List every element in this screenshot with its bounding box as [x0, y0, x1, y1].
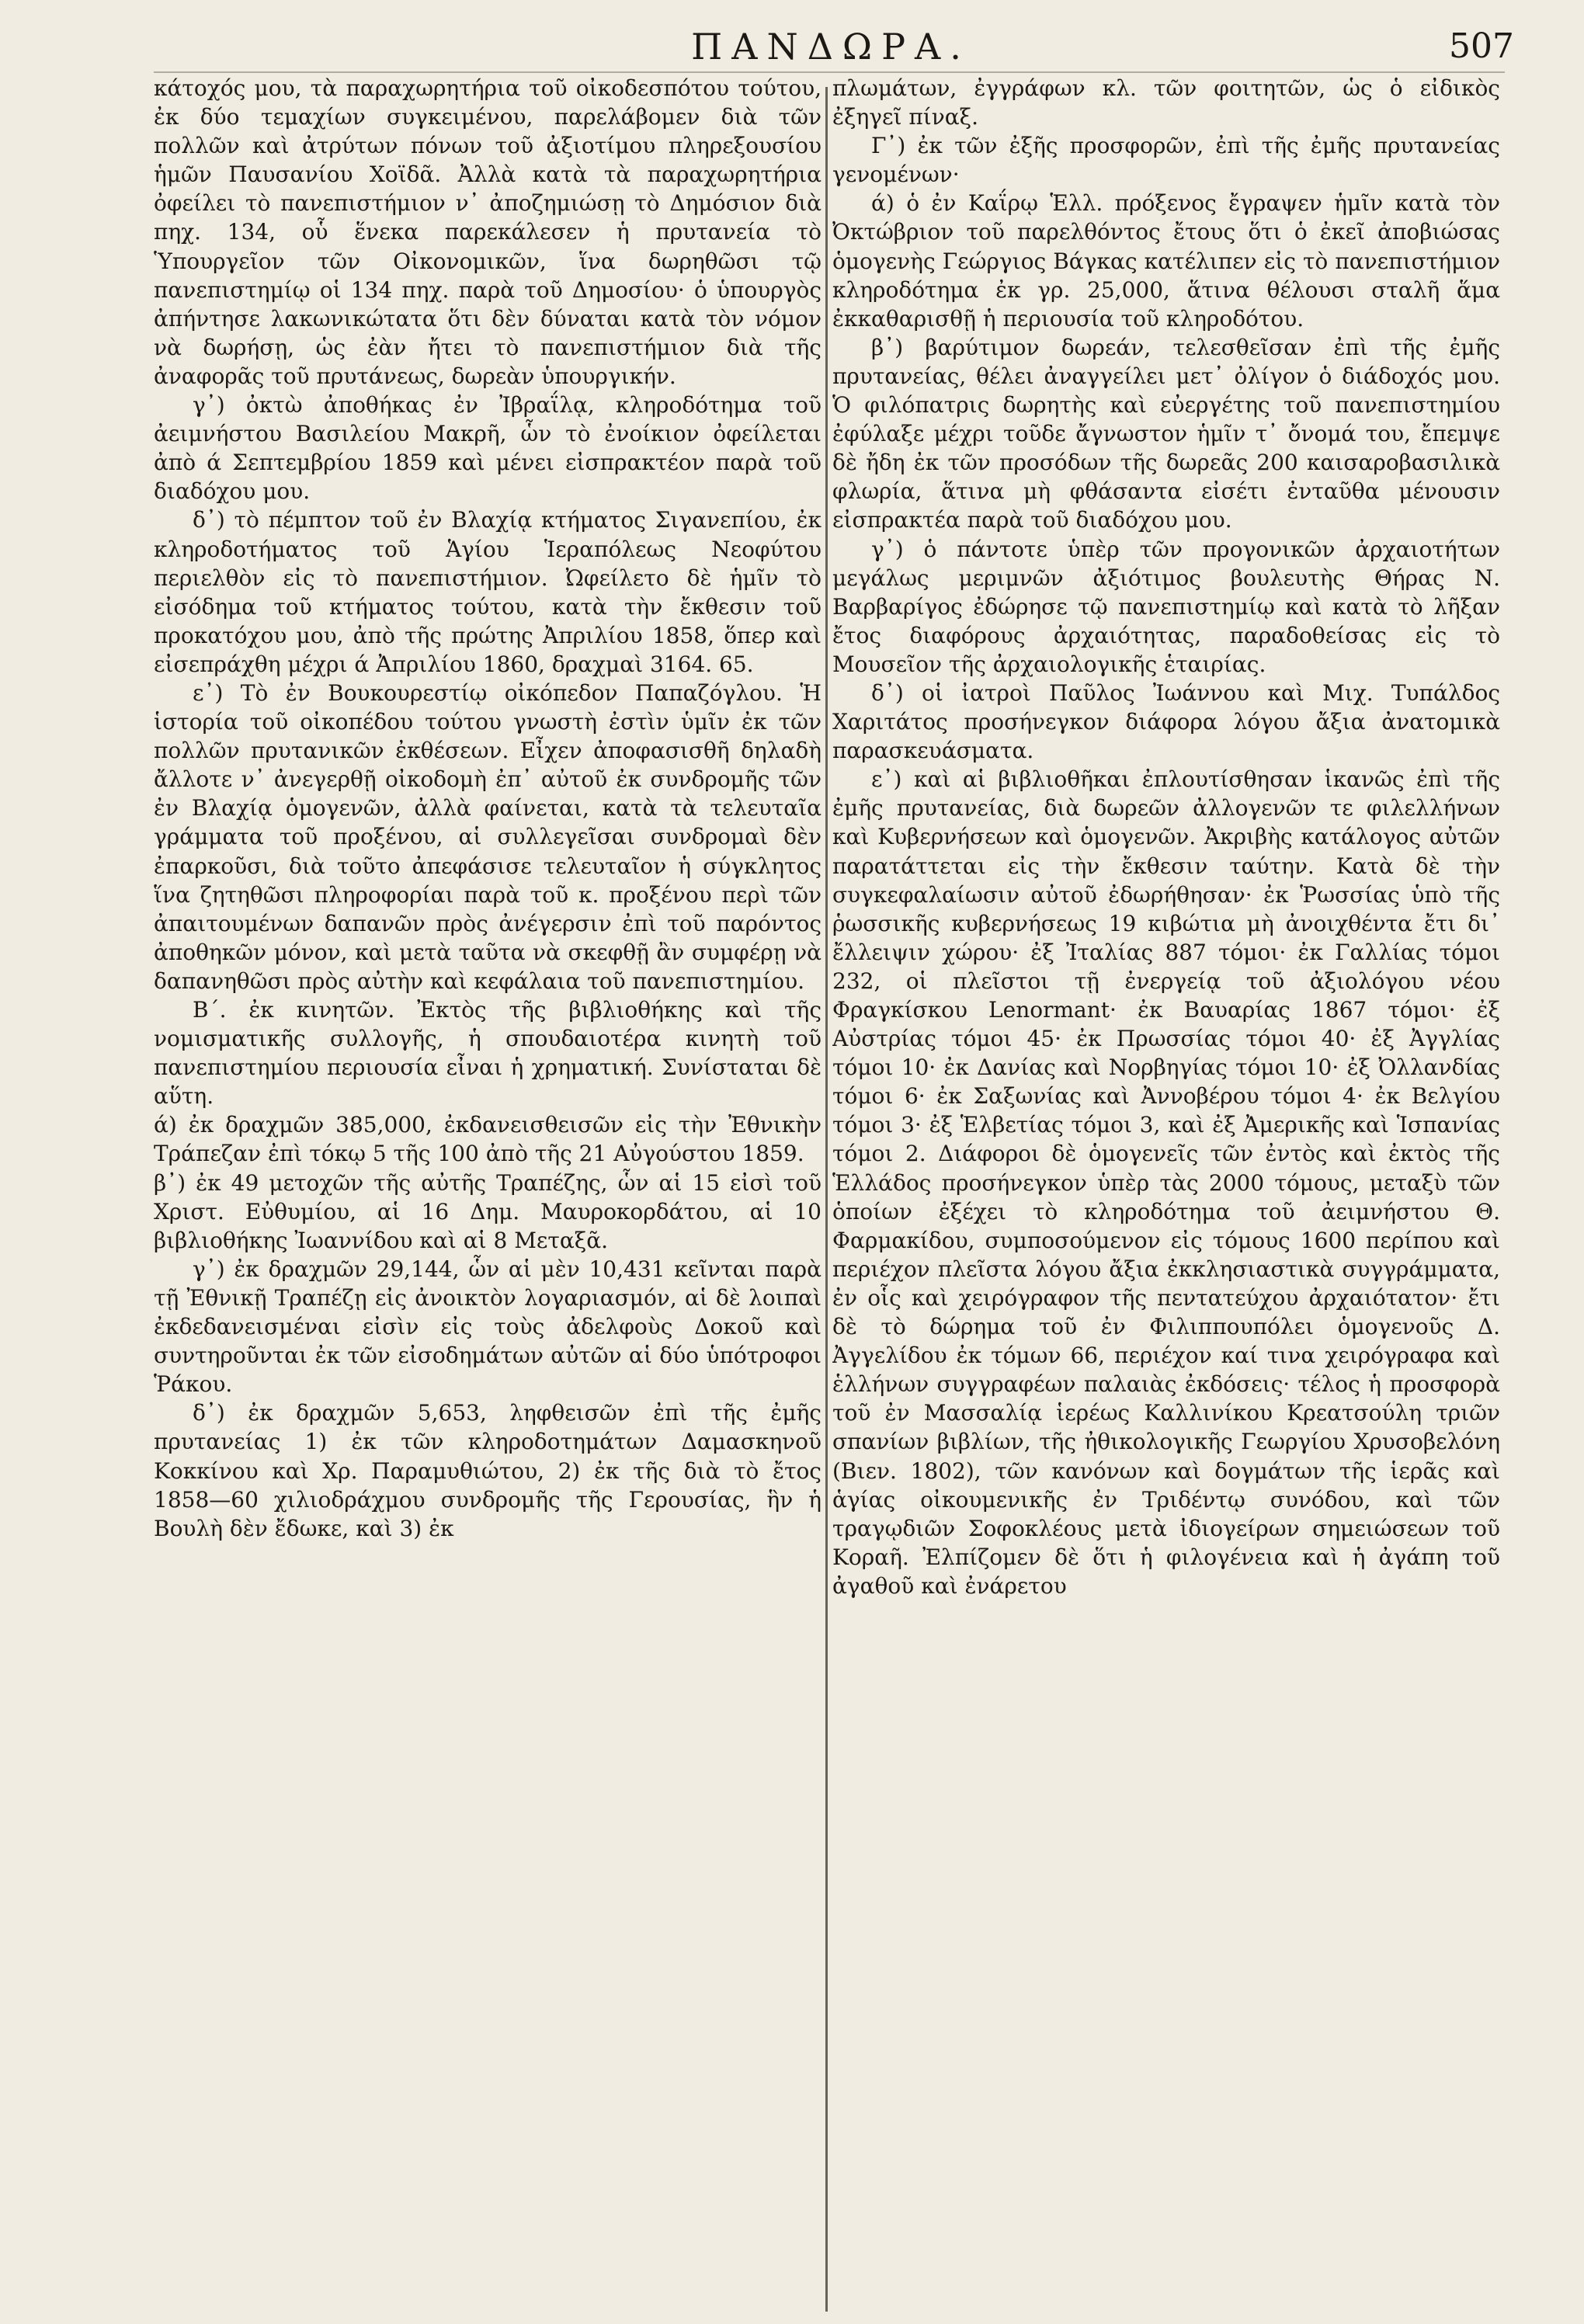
column-divider [825, 87, 828, 2312]
left-column [154, 74, 822, 2310]
running-head [148, 22, 1514, 71]
paragraph: β᾽) βαρύτιμον δωρεάν, τελεσθεῖσαν ἐπὶ τῆς ἐμῆς πρυτανείας, θέλει ἀναγγείλει μετ᾽ ὀλίγον ὁ διάδοχός μου. Ὁ φιλόπατρις δωρητὴς καὶ εὐεργέτης τοῦ πανεπιστημίου ἐφύλαξε μέχρι τοῦδε ἄγνωστον ἡμῖν τ᾽ ὄνομά του, ἔπεμψε δὲ ἤδη ἐκ τῶν προσόδων τῆς δωρεᾶς 200 καισαροβασιλικὰ φλωρία, ἅτινα μὴ φθάσαντα εἰσέτι ἐνταῦθα μένουσιν εἰσπρακτέα παρὰ τοῦ διαδόχου μου. [832, 334, 1500, 533]
paragraph: Γ᾽) ἐκ τῶν ἐξῆς προσφορῶν, ἐπὶ τῆς ἐμῆς πρυτανείας γενομένων· [832, 133, 1500, 188]
paragraph: πλωμάτων, ἐγγράφων κλ. τῶν φοιτητῶν, ὡς ὁ εἰδικὸς ἐξηγεῖ πίναξ. [832, 75, 1500, 130]
paragraph: γ᾽) ἐκ δραχμῶν 29,144, ὧν αἱ μὲν 10,431 κεῖνται παρὰ τῇ Ἐθνικῇ Τραπέζῃ εἰς ἀνοικτὸν λογαριασμόν, αἱ δὲ λοιπαὶ ἐκδεδανεισμέναι εἰσὶν εἰς τοὺς ἀδελφοὺς Δοκοῦ καὶ συντηροῦνται ἐκ τῶν εἰσοδημάτων αὐτῶν αἱ δύο ὑπότροφοι Ῥάκου. [154, 1256, 822, 1398]
paragraph: γ᾽) ὁ πάντοτε ὑπὲρ τῶν προγονικῶν ἀρχαιοτήτων μεγάλως μεριμνῶν ἀξιότιμος βουλευτὴς Θήρας Ν. Βαρβαρίγος ἐδώρησε τῷ πανεπιστημίῳ καὶ κατὰ τὸ λῆξαν ἔτος διαφόρους ἀρχαιότητας, παραδοθείσας εἰς τὸ Μουσεῖον τῆς ἀρχαιολογικῆς ἑταιρίας. [832, 536, 1500, 677]
paragraph: β᾽) ἐκ 49 μετοχῶν τῆς αὐτῆς Τραπέζης, ὧν αἱ 15 εἰσὶ τοῦ Χριστ. Εὐθυμίου, αἱ 16 Δημ. Μαυροκορδάτου, αἱ 10 βιβλιοθήκης Ἰωαννίδου καὶ αἱ 8 Μεταξᾶ. [154, 1169, 822, 1253]
paragraph: ε᾽) Τὸ ἐν Βουκουρεστίῳ οἰκόπεδον Παπαζόγλου. Ἡ ἱστορία τοῦ οἰκοπέδου τούτου γνωστὴ ἐστὶν ὑμῖν ἐκ τῶν πολλῶν πρυτανικῶν ἐκθέσεων. Εἶχεν ἀποφασισθῆ δηλαδὴ ἄλλοτε ν᾽ ἀνεγερθῇ οἰκοδομὴ ἐπ᾽ αὐτοῦ ἐκ συνδρομῆς τῶν ἐν Βλαχίᾳ ὁμογενῶν, ἀλλὰ φαίνεται, κατὰ τὰ τελευταῖα γράμματα τοῦ προξένου, αἱ συλλεγεῖσαι συνδρομαὶ δὲν ἐπαρκοῦσι, διὰ τοῦτο ἀπεφάσισε τελευταῖον ἡ σύγκλητος ἵνα ζητηθῶσι πληροφορίαι παρὰ τοῦ κ. προξένου περὶ τῶν ἀπαιτουμένων δαπανῶν πρὸς ἀνέγερσιν ἐπὶ τοῦ παρόντος ἀποθηκῶν μόνον, καὶ μετὰ ταῦτα νὰ σκεφθῇ ἂν συμφέρῃ νὰ δαπανηθῶσι πρὸς αὐτὴν καὶ κεφάλαια τοῦ πανεπιστημίου. [154, 679, 822, 994]
paragraph: κάτοχός μου, τὰ παραχωρητήρια τοῦ οἰκοδεσπότου τούτου, ἐκ δύο τεμαχίων συγκειμένου, παρελάβομεν διὰ τῶν πολλῶν καὶ ἀτρύτων πόνων τοῦ ἀξιοτίμου πληρεξουσίου ἡμῶν Παυσανίου Χοϊδᾶ. Ἀλλὰ κατὰ τὰ παραχωρητήρια ὀφείλει τὸ πανεπιστήμιον ν᾽ ἀποζημιώσῃ τὸ Δημόσιον διὰ πηχ. 134, οὗ ἕνεκα παρεκάλεσεν ἡ πρυτανεία τὸ Ὑπουργεῖον τῶν Οἰκονομικῶν, ἵνα δωρηθῶσι τῷ πανεπιστημίῳ οἱ 134 πηχ. παρὰ τοῦ Δημοσίου· ὁ ὑπουργὸς ἀπήντησε λακωνικώτατα ὅτι δὲν δύναται κατὰ τὸν νόμον νὰ δωρήσῃ, ὡς ἐὰν ἤτει τὸ πανεπιστήμιον διὰ τῆς ἀναφορᾶς τοῦ πρυτάνεως, δωρεὰν ὑπουργικήν. [154, 75, 822, 389]
right-column [832, 74, 1500, 2310]
paragraph: ε᾽) καὶ αἱ βιβλιοθῆκαι ἐπλουτίσθησαν ἱκανῶς ἐπὶ τῆς ἐμῆς πρυτανείας, διὰ δωρεῶν ἀλλογενῶν τε φιλελλήνων καὶ Κυβερνήσεων καὶ ὁμογενῶν. Ἀκριβὴς κατάλογος αὐτῶν παρατάττεται εἰς τὴν ἔκθεσιν ταύτην. Κατὰ δὲ τὴν συγκεφαλαίωσιν αὐτοῦ ἐδωρήθησαν· ἐκ Ῥωσσίας ὑπὸ τῆς ῥωσσικῆς κυβερνήσεως 19 κιβώτια μὴ ἀνοιχθέντα ἔτι δι᾽ ἔλλειψιν χώρου· ἐξ Ἰταλίας 887 τόμοι· ἐκ Γαλλίας τόμοι 232, οἱ πλεῖστοι τῇ ἐνεργείᾳ τοῦ ἀξιολόγου νέου Φραγκίσκου Lenormant· ἐκ Βαυαρίας 1867 τόμοι· ἐξ Αὐστρίας τόμοι 45· ἐκ Πρωσσίας τόμοι 40· ἐξ Ἀγγλίας τόμοι 10· ἐκ Δανίας καὶ Νορβηγίας τόμοι 10· ἐξ Ὀλλανδίας τόμοι 6· ἐκ Σαξωνίας καὶ Ἀννοβέρου τόμοι 4· ἐκ Βελγίου τόμοι 3· ἐξ Ἑλβετίας τόμοι 3, καὶ ἐξ Ἀμερικῆς καὶ Ἱσπανίας τόμοι 2. Διάφοροι δὲ ὁμογενεῖς τῶν ἐντὸς καὶ ἐκτὸς τῆς Ἑλλάδος προσήνεγκον ὑπὲρ τὰς 2000 τόμους, μεταξὺ τῶν ὁποίων ἐξέχει τὸ κληροδότημα τοῦ ἀειμνήστου Θ. Φαρμακίδου, συμποσούμενον εἰς τόμους 1600 περίπου καὶ περιέχον πλεῖστα λόγου ἄξια ἐκκλησιαστικὰ συγγράμματα, ἐν οἷς καὶ χειρόγραφον τῆς πεντατεύχου ἀρχαιότατον· ἔτι δὲ τὸ δώρημα τοῦ ἐν Φιλιππουπόλει ὁμογενοῦς Δ. Ἀγγελίδου ἐκ τόμων 66, περιέχον καί τινα χειρόγραφα καὶ ἑλλήνων συγγραφέων παλαιὰς ἐκδόσεις· τέλος ἡ προσφορὰ τοῦ ἐν Μασσαλίᾳ ἱερέως Καλλινίκου Κρεατσούλη τριῶν σπανίων βιβλίων, τῆς ἠθικολογικῆς Γεωργίου Χρυσοβελόνη (Βιεν. 1802), τῶν κανόνων καὶ δογμάτων τῆς ἱερᾶς καὶ ἁγίας οἰκουμενικῆς ἐν Τριδέντῳ συνόδου, καὶ τῶν τραγῳδιῶν Σοφοκλέους μετὰ ἰδιογείρων σημειώσεων τοῦ Κοραῆ. Ἐλπίζομεν δὲ ὅτι ἡ φιλογένεια καὶ ἡ ἀγάπη τοῦ ἀγαθοῦ καὶ ἐνάρετου [832, 766, 1500, 1599]
page-title: ΠΑΝΔΩΡΑ. [691, 26, 971, 68]
paragraph: ά) ὁ ἐν Καΐρῳ Ἑλλ. πρόξενος ἔγραψεν ἡμῖν κατὰ τὸν Ὀκτώβριον τοῦ παρελθόντος ἔτους ὅτι ὁ ἐκεῖ ἀποβιώσας ὁμογενὴς Γεώργιος Βάγκας κατέλιπεν εἰς τὸ πανεπιστήμιον κληροδότημα ἐκ γρ. 25,000, ἅτινα θέλουσι σταλῆ ἅμα ἐκκαθαρισθῇ ἡ περιουσία τοῦ κληροδότου. [832, 190, 1500, 332]
page-number: 507 [1449, 26, 1514, 66]
paragraph: γ᾽) ὀκτὼ ἀποθήκας ἐν Ἰβραΐλᾳ, κληροδότημα τοῦ ἀειμνήστου Βασιλείου Μακρῆ, ὧν τὸ ἐνοίκιον ὀφείλεται ἀπὸ ά Σεπτεμβρίου 1859 καὶ μένει εἰσπρακτέον παρὰ τοῦ διαδόχου μου. [154, 392, 822, 505]
header-divider [154, 71, 1505, 73]
paragraph: δ᾽) ἐκ δραχμῶν 5,653, ληφθεισῶν ἐπὶ τῆς ἐμῆς πρυτανείας 1) ἐκ τῶν κληροδοτημάτων Δαμασκηνοῦ Κοκκίνου καὶ Χρ. Παραμυθιώτου, 2) ἐκ τῆς διὰ τὸ ἔτος 1858—60 χιλιοδράχμου συνδρομῆς τῆς Γερουσίας, ἣν ἡ Βουλὴ δὲν ἔδωκε, καὶ 3) ἐκ [154, 1400, 822, 1541]
paragraph: δ᾽) οἱ ἰατροὶ Παῦλος Ἰωάννου καὶ Μιχ. Τυπάλδος Χαριτάτος προσήνεγκον διάφορα λόγου ἄξια ἀνατομικὰ παρασκευάσματα. [832, 679, 1500, 764]
paragraph: ά) ἐκ δραχμῶν 385,000, ἐκδανεισθεισῶν εἰς τὴν Ἐθνικὴν Τράπεζαν ἐπὶ τόκῳ 5 τῆς 100 ἀπὸ τῆς 21 Αὐγούστου 1859. [154, 1112, 822, 1167]
paragraph: Β΄. ἐκ κινητῶν. Ἐκτὸς τῆς βιβλιοθήκης καὶ τῆς νομισματικῆς συλλογῆς, ἡ σπουδαιοτέρα κινητὴ τοῦ πανεπιστημίου περιουσία εἶναι ἡ χρηματική. Συνίσταται δὲ αὕτη. [154, 997, 822, 1110]
paragraph: δ᾽) τὸ πέμπτον τοῦ ἐν Βλαχίᾳ κτήματος Σιγανεπίου, ἐκ κληροδοτήματος τοῦ Ἁγίου Ἱεραπόλεως Νεοφύτου περιελθὸν εἰς τὸ πανεπιστήμιον. Ὠφείλετο δὲ ἡμῖν τὸ εἰσόδημα τοῦ κτήματος τούτου, κατὰ τὴν ἔκθεσιν τοῦ προκατόχου μου, ἀπὸ τῆς πρώτης Ἀπριλίου 1858, ὅπερ καὶ εἰσεπράχθη μέχρι ά Ἀπριλίου 1860, δραχμαὶ 3164. 65. [154, 507, 822, 677]
